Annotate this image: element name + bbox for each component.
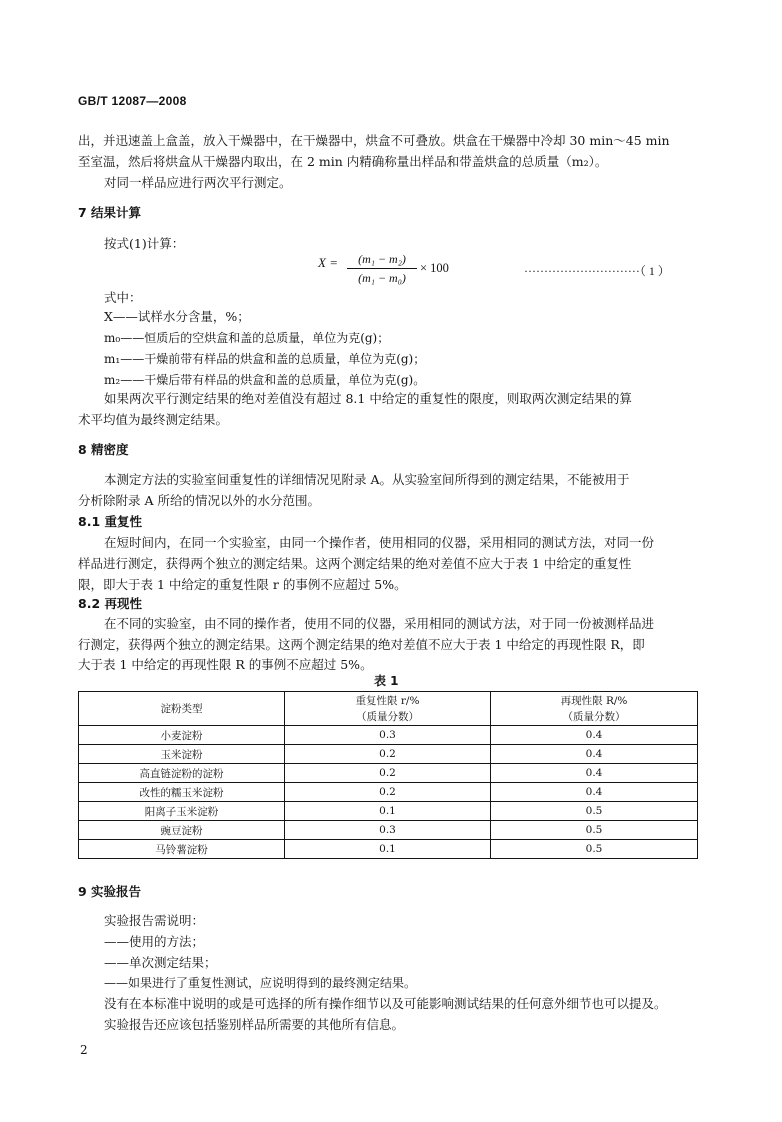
reproducibility-line-2: 行测定，获得两个独立的测定结果。这两个测定结果的绝对差值不应大于表 1 中给定的再现性限 R，即 — [78, 637, 645, 652]
cell-starch-type: 小麦淀粉 — [79, 726, 285, 745]
fraction-bar — [347, 268, 417, 269]
cell-repeatability: 0.3 — [285, 821, 491, 840]
def-x: X——试样水分含量，%； — [104, 309, 250, 324]
formula-times: × 100 — [420, 261, 449, 275]
table-row — [79, 783, 698, 802]
precision-line-1: 本测定方法的实验室间重复性的详细情况见附录 A。从实验室间所得到的测定结果，不能被用于 — [104, 472, 630, 487]
cell-repeatability: 0.1 — [285, 802, 491, 821]
intro-line-3: 对同一样品应进行两次平行测定。 — [104, 175, 292, 190]
cell-starch-type: 高直链淀粉的淀粉 — [79, 764, 285, 783]
section-8-2-title: 8.2 再现性 — [78, 596, 142, 611]
cell-reproducibility: 0.5 — [491, 802, 698, 821]
header-repeatability-line-2: （质量分数） — [356, 710, 419, 723]
equation-number: ·····························（ 1 ） — [524, 264, 670, 278]
formula-fraction — [347, 252, 417, 286]
report-line-5: 没有在本标准中说明的或是可选择的所有操作细节以及可能影响测试结果的任何意外细节也可以提及。 — [104, 996, 667, 1011]
intro-line-2: 至室温，然后将烘盒从干燥器内取出，在 2 min 内精确称量出样品和带盖烘盒的总质量（m₂）。 — [78, 154, 608, 169]
header-repeatability-line-1: 重复性限 r/% — [355, 694, 420, 707]
cell-reproducibility: 0.4 — [491, 745, 698, 764]
def-m1: m₁——干燥前带有样品的烘盒和盖的总质量，单位为克(g)； — [104, 352, 426, 366]
header-repeatability — [285, 692, 491, 726]
header-reproducibility — [491, 692, 698, 726]
def-m0: m₀——恒质后的空烘盒和盖的总质量，单位为克(g)； — [104, 331, 390, 345]
header-reproducibility-line-1: 再现性限 R/% — [560, 694, 628, 707]
table-header-row — [79, 692, 698, 726]
formula-lhs: X = — [318, 255, 338, 270]
cell-reproducibility: 0.5 — [491, 821, 698, 840]
cell-repeatability: 0.1 — [285, 840, 491, 859]
cell-repeatability: 0.2 — [285, 764, 491, 783]
cell-starch-type: 豌豆淀粉 — [79, 821, 285, 840]
header-starch-type: 淀粉类型 — [79, 692, 285, 726]
intro-line-1: 出，并迅速盖上盒盖，放入干燥器中，在干燥器中，烘盒不可叠放。烘盒在干燥器中冷却 30 min～45 min — [78, 133, 670, 148]
report-line-4: ——如果进行了重复性测试，应说明得到的最终测定结果。 — [104, 976, 417, 990]
result-para-line-2: 术平均值为最终测定结果。 — [78, 412, 229, 427]
repeatability-line-3: 限，即大于表 1 中给定的重复性限 r 的事例不应超过 5%。 — [78, 577, 407, 592]
formula-numerator: (m₁ − m₂) — [358, 252, 406, 266]
table-row — [79, 840, 698, 859]
section-7-title: 7 结果计算 — [78, 205, 142, 220]
section-9-title: 9 实验报告 — [78, 884, 142, 899]
table-row — [79, 821, 698, 840]
repeatability-line-2: 样品进行测定，获得两个独立的测定结果。这两个测定结果的绝对差值不应大于表 1 中给定的重复性 — [78, 556, 632, 571]
repeatability-line-1: 在短时间内，在同一个实验室，由同一个操作者，使用相同的仪器，采用相同的测试方法，对同一份 — [104, 535, 655, 550]
page-number: 2 — [80, 1043, 88, 1057]
cell-reproducibility: 0.4 — [491, 764, 698, 783]
cell-starch-type: 马铃薯淀粉 — [79, 840, 285, 859]
cell-reproducibility: 0.4 — [491, 783, 698, 802]
section-8-title: 8 精密度 — [78, 442, 129, 457]
formula-denominator: (m₁ − m₀) — [358, 271, 406, 285]
where-label: 式中： — [104, 290, 142, 305]
table-row — [79, 764, 698, 783]
cell-starch-type: 玉米淀粉 — [79, 745, 285, 764]
header-reproducibility-line-2: （质量分数） — [562, 710, 626, 723]
cell-starch-type: 改性的糯玉米淀粉 — [79, 783, 285, 802]
cell-starch-type: 阳离子玉米淀粉 — [79, 802, 285, 821]
section-8-1-title: 8.1 重复性 — [78, 514, 142, 529]
report-line-1: 实验报告需说明： — [104, 913, 205, 928]
cell-repeatability: 0.3 — [285, 726, 491, 745]
precision-line-2: 分析除附录 A 所给的情况以外的水分范围。 — [78, 493, 320, 508]
table-row — [79, 745, 698, 764]
cell-reproducibility: 0.5 — [491, 840, 698, 859]
formula-lead: 按式(1)计算： — [104, 236, 185, 251]
table-row — [79, 802, 698, 821]
cell-repeatability: 0.2 — [285, 783, 491, 802]
reproducibility-line-1: 在不同的实验室，由不同的操作者，使用不同的仪器，采用相同的测试方法，对于同一份被测样品进 — [104, 616, 655, 631]
reproducibility-line-3: 大于表 1 中给定的再现性限 R 的事例不应超过 5%。 — [78, 657, 373, 672]
report-line-3: ——单次测定结果； — [104, 955, 217, 970]
table-caption: 表 1 — [374, 674, 399, 688]
cell-reproducibility: 0.4 — [491, 726, 698, 745]
cell-repeatability: 0.2 — [285, 745, 491, 764]
def-m2: m₂——干燥后带有样品的烘盒和盖的总质量，单位为克(g)。 — [104, 373, 426, 387]
precision-table — [78, 691, 698, 859]
result-para-line-1: 如果两次平行测定结果的绝对差值没有超过 8.1 中给定的重复性的限度，则取两次测定结果的算 — [104, 391, 632, 406]
standard-header: GB/T 12087—2008 — [78, 94, 187, 108]
report-line-6: 实验报告还应该包括鉴别样品所需要的其他所有信息。 — [104, 1017, 405, 1032]
table-row — [79, 726, 698, 745]
report-line-2: ——使用的方法； — [104, 934, 205, 949]
